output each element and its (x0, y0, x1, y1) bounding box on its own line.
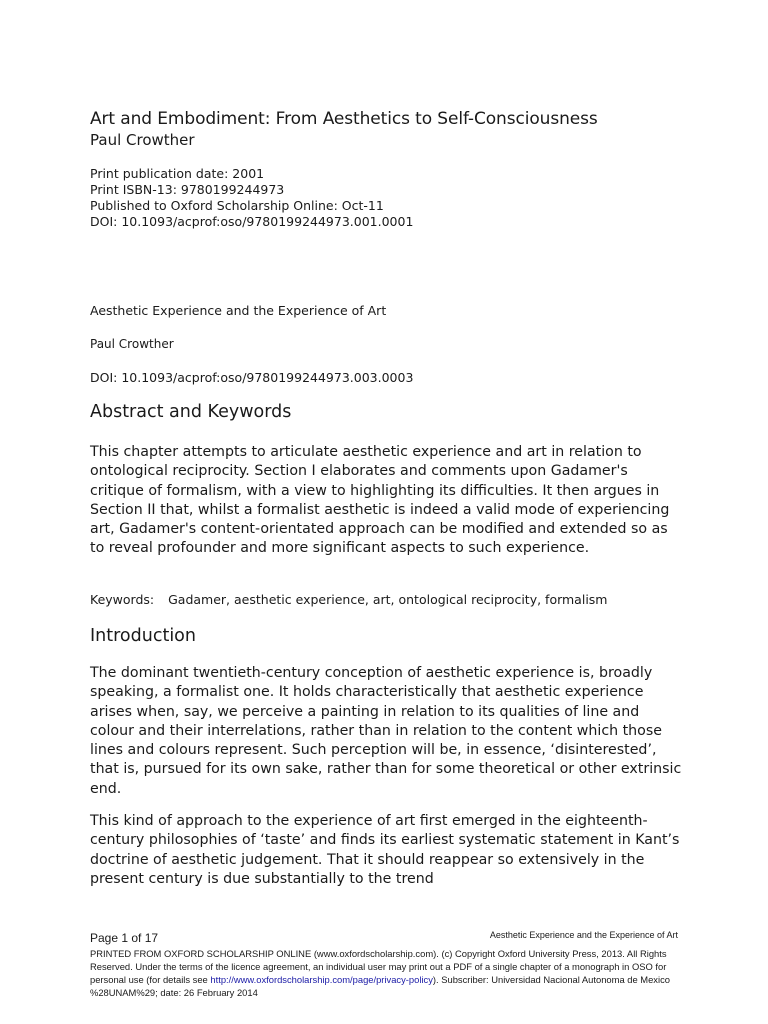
keywords-list: Gadamer, aesthetic experience, art, ontological reciprocity, formalism (168, 592, 608, 607)
legal-text-suffix: ). Subscriber: Universidad Nacional Autonoma de Mexico %28UNAM%29; date: 26 February 2014 (90, 974, 670, 998)
print-isbn: Print ISBN-13: 9780199244973 (90, 182, 285, 197)
introduction-body (90, 664, 685, 902)
publication-metadata (90, 166, 413, 230)
legal-text: PRINTED FROM OXFORD SCHOLARSHIP ONLINE (www.oxfordscholarship.com). (c) Copyright Oxford University Press, 2013. All Rights Reserved. Under the terms of the licence agreement, an individual user may print out a PDF of a single chapter of a monograph in OSO for personal use (for details see (90, 948, 667, 985)
privacy-policy-link[interactable]: http://www.oxfordscholarship.com/page/privacy-policy (210, 974, 433, 985)
keywords (90, 592, 607, 607)
chapter-title: Aesthetic Experience and the Experience of Art (90, 303, 387, 318)
book-doi: DOI: 10.1093/acprof:oso/9780199244973.001.0001 (90, 214, 414, 229)
introduction-paragraph: The dominant twentieth-century conception of aesthetic experience is, broadly speaking, a formalist one. It holds characteristically that aesthetic experience arises when, say, we perceive a painting in relation to its qualities of line and colour and their interrelations, rather than in relation to the content which those lines and colours represent. Such perception will be, in essence, ‘disinterested’, that is, pursued for its own sake, rather than for some theoretical or other extrinsic end. (90, 665, 682, 797)
introduction-paragraph: This kind of approach to the experience of art first emerged in the eighteenth-century philosophies of ‘taste’ and finds its earliest systematic statement in Kant’s doctrine of aesthetic judgement. That it should reappear so extensively in the present century is due substantially to the trend (90, 813, 680, 887)
footer-chapter-title: Aesthetic Experience and the Experience of Art (489, 930, 678, 940)
page-number: Page 1 of 17 (90, 931, 159, 945)
print-publication-date: Print publication date: 2001 (90, 166, 265, 181)
chapter-doi: DOI: 10.1093/acprof:oso/9780199244973.003.0003 (90, 370, 414, 385)
online-publication-date: Published to Oxford Scholarship Online: Oct-11 (90, 198, 384, 213)
footer-legal-notice (90, 947, 682, 999)
abstract-text: This chapter attempts to articulate aesthetic experience and art in relation to ontological reciprocity. Section I elaborates and comments upon Gadamer's critique of formalism, with a view to highlighting its difficulties. It then argues in Section II that, whilst a formalist aesthetic is indeed a valid mode of experiencing art, Gadamer's content-orientated approach can be modified and extended so as to reveal profounder and more significant aspects to such experience. (90, 444, 670, 557)
abstract-heading: Abstract and Keywords (90, 402, 292, 422)
chapter-author: Paul Crowther (90, 337, 174, 351)
introduction-heading: Introduction (90, 626, 196, 646)
keywords-label: Keywords: (90, 592, 155, 607)
book-author: Paul Crowther (90, 131, 195, 149)
book-title: Art and Embodiment: From Aesthetics to Self-Consciousness (90, 109, 598, 129)
